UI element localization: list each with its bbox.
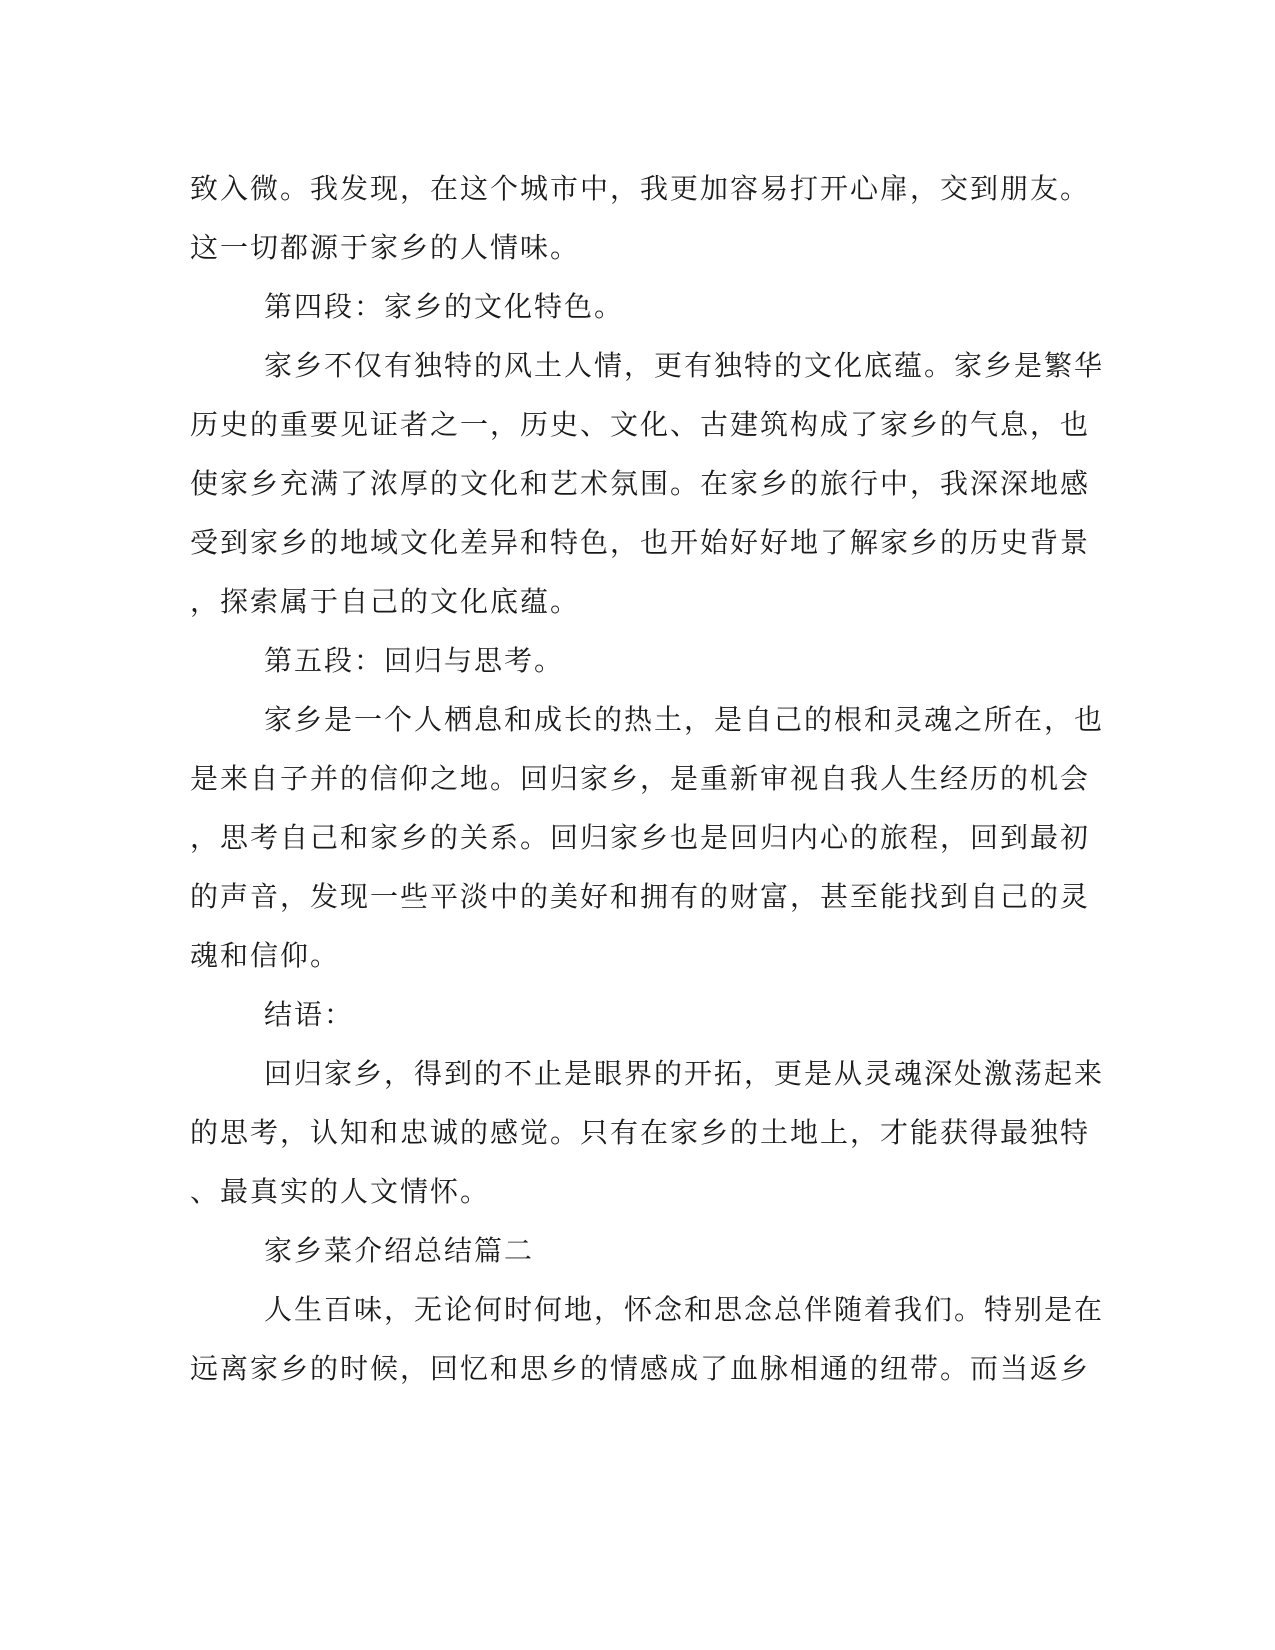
body-text-line: 远离家乡的时候，回忆和思乡的情感成了血脉相通的纽带。而当返乡 [190,1352,1091,1385]
body-text-line: 历史的重要见证者之一，历史、文化、古建筑构成了家乡的气息，也 [190,408,1091,441]
body-text-line: 是来自子并的信仰之地。回归家乡，是重新审视自我人生经历的机会 [190,762,1091,795]
body-text-line: 魂和信仰。 [190,939,341,972]
body-text-line: 人生百味，无论何时何地，怀念和思念总伴随着我们。特别是在 [264,1293,1105,1326]
body-text-line: 家乡是一个人栖息和成长的热土，是自己的根和灵魂之所在，也 [264,703,1105,736]
body-text-line: 、最真实的人文情怀。 [190,1175,491,1208]
body-text-line: ，探索属于自己的文化底蕴。 [190,585,581,618]
body-text-line: 受到家乡的地域文化差异和特色，也开始好好地了解家乡的历史背景 [190,526,1091,559]
body-text-line: 致入微。我发现，在这个城市中，我更加容易打开心扉，交到朋友。 [190,172,1091,205]
body-text-line: 的思考，认知和忠诚的感觉。只有在家乡的土地上，才能获得最独特 [190,1116,1091,1149]
body-text-line: 家乡不仅有独特的风土人情，更有独特的文化底蕴。家乡是繁华 [264,349,1105,382]
section-heading: 家乡菜介绍总结篇二 [264,1234,535,1267]
body-text-line: 回归家乡，得到的不止是眼界的开拓，更是从灵魂深处激荡起来 [264,1057,1105,1090]
body-text-line: 的声音，发现一些平淡中的美好和拥有的财富，甚至能找到自己的灵 [190,880,1091,913]
body-text-line: 这一切都源于家乡的人情味。 [190,231,581,264]
body-text-line: ，思考自己和家乡的关系。回归家乡也是回归内心的旅程，回到最初 [190,821,1091,854]
section-heading: 第五段：回归与思考。 [264,644,565,677]
body-text-line: 使家乡充满了浓厚的文化和艺术氛围。在家乡的旅行中，我深深地感 [190,467,1091,500]
section-heading: 结语： [264,998,355,1031]
section-heading: 第四段：家乡的文化特色。 [264,290,625,323]
